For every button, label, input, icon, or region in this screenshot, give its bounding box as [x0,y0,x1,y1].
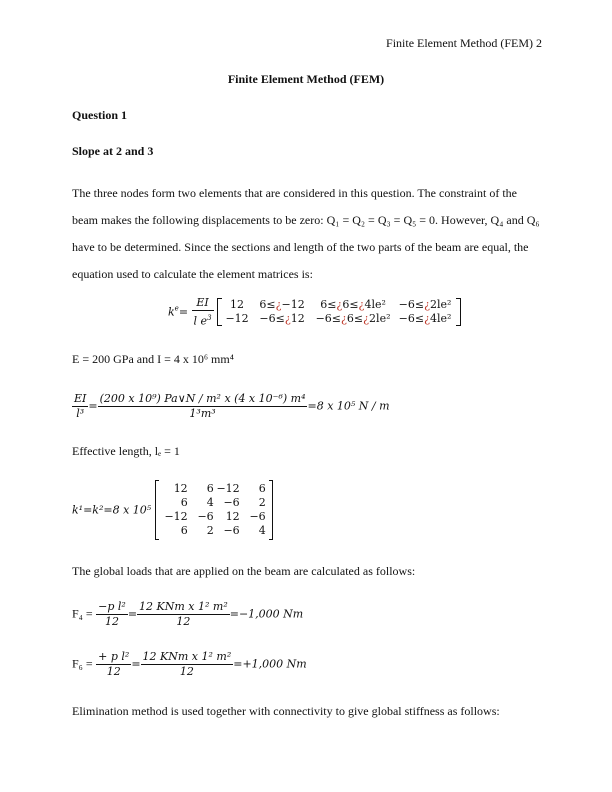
matrix-cell: 4 [258,524,266,537]
f4-num1: −p l² [98,600,126,613]
eq2-lhs-num: EI [74,392,87,405]
subheading: Slope at 2 and 3 [72,144,154,158]
paragraph-line: have to be determined. Since the sections and length of the two parts of the beam are equal, the [72,240,529,254]
eq3-matrix [155,480,273,540]
eq2-lhs-den: l³ [76,407,85,420]
eq1-matrix-row [222,312,456,326]
matrix-cell: 12 [230,298,245,312]
matrix-cell: −12 [225,312,249,326]
f6-fraction-2 [141,650,234,679]
f4-den1: 12 [104,615,119,628]
matrix-cell: 6 [206,482,214,495]
eq3-matrix-row [162,482,266,496]
matrix-cell: −6 [249,510,266,523]
page-title: Finite Element Method (FEM) [227,72,385,86]
matrix-cell: −6≤¿2le² [398,298,452,312]
eq1-matrix [217,298,461,326]
f6-label: F₆ = [72,656,93,671]
paragraph-line: equation used to calculate the element matrices is: [72,267,313,281]
eq2-rhs-num: (200 x 10⁹) Pa∨N / m² x (4 x 10⁻⁶) m⁴ [99,392,306,405]
element-matrix-equation [168,296,461,329]
paragraph-line: The three nodes form two elements that are considered in this question. The constraint of the [72,186,517,200]
intro-paragraph [72,180,542,288]
eq3-matrix-row [162,496,266,510]
eq3-matrix-row [162,510,266,524]
matrix-cell: −6 [223,496,240,509]
matrix-cell: 2 [206,524,214,537]
matrix-cell: 12 [173,482,188,495]
flexural-rigidity-equation: $\frac{EI}{\text{l³}}$ = $\frac{\text{(200 x 10⁹) Pa∨N / m² x (4 x 10⁻⁶) m⁴}}{\text{1³m³}}$ =8 x 10⁵ N / m [74,392,390,420]
eq1-frac-den-sup: 3 [207,314,212,322]
eq2-rhs-fraction [98,392,308,421]
matrix-cell: −6≤¿12 [259,312,305,326]
effective-length: Effective length, lₑ = 1 [72,444,180,458]
eq1-frac-den [192,311,214,329]
eq1-lhs: k [168,305,175,319]
matrix-cell: −6 [223,524,240,537]
eq3-matrix-row [162,524,266,538]
paragraph-line: beam makes the following displacements to be zero: Q₁ = Q₂ = Q₃ = Q₅ = 0. However, Q₄ and Q₆ [72,213,540,227]
f4-fraction-2 [137,600,230,629]
f6-den2: 12 [179,665,194,678]
eq1-frac-num: EI [192,296,214,311]
load-f4-equation: F₄ = $\frac{\text{−p l²}}{12}$ = $\frac{\text{12 KNm x 1² m²}}{12}$ =−1,000 Nm [72,600,304,628]
eq3-lhs: k¹=k²=8 x 10⁵ [72,503,152,517]
given-values: E = 200 GPa and I = 4 x 10⁶ mm⁴ [72,352,234,366]
matrix-cell: 6 [180,496,188,509]
loads-intro: The global loads that are applied on the beam are calculated as follows: [72,564,416,578]
matrix-cell: 6≤¿6≤¿4le² [320,298,386,312]
eq1-frac-den-text: l e [193,314,208,328]
f6-num1: + p l² [98,650,130,663]
f6-den1: 12 [106,665,121,678]
eq2-result: =8 x 10⁵ N / m [307,399,390,413]
f6-fraction-1 [96,650,131,679]
matrix-cell: 6 [180,524,188,537]
question-heading: Question 1 [72,108,128,122]
matrix-cell: 6≤¿−12 [259,298,305,312]
matrix-cell: 6 [258,482,266,495]
matrix-cell: −12 [216,482,240,495]
f4-label: F₄ = [72,606,93,621]
eq1-matrix-row [222,298,456,312]
matrix-cell: 12 [225,510,240,523]
f6-num2: 12 KNm x 1² m² [142,650,232,663]
matrix-cell: 2 [258,496,266,509]
matrix-cell: 4 [206,496,214,509]
running-head: Finite Element Method (FEM) 2 [386,36,542,50]
eq1-lhs-sup: e [174,304,179,313]
eq1-equals: = [178,305,189,319]
load-f6-equation: F₆ = $\frac{\text{+ p l²}}{12}$ = $\frac{\text{12 KNm x 1² m²}}{12}$ =+1,000 Nm [72,650,307,678]
f4-result: =−1,000 Nm [229,607,304,621]
stiffness-matrix-equation [72,480,273,540]
matrix-cell: −6≤¿6≤¿2le² [315,312,391,326]
f4-num2: 12 KNm x 1² m² [139,600,228,613]
f4-fraction-1 [96,600,128,629]
eq1-fraction [192,296,214,329]
eq2-lhs-fraction [72,392,88,421]
f6-result: =+1,000 Nm [233,657,307,671]
eq2-rhs-den: 1³m³ [189,407,216,420]
matrix-cell: −12 [164,510,188,523]
matrix-cell: −6≤¿4le² [398,312,452,326]
f4-den2: 12 [176,615,191,628]
closing-paragraph: Elimination method is used together with connectivity to give global stiffness as follows: [72,704,500,718]
matrix-cell: −6 [197,510,214,523]
